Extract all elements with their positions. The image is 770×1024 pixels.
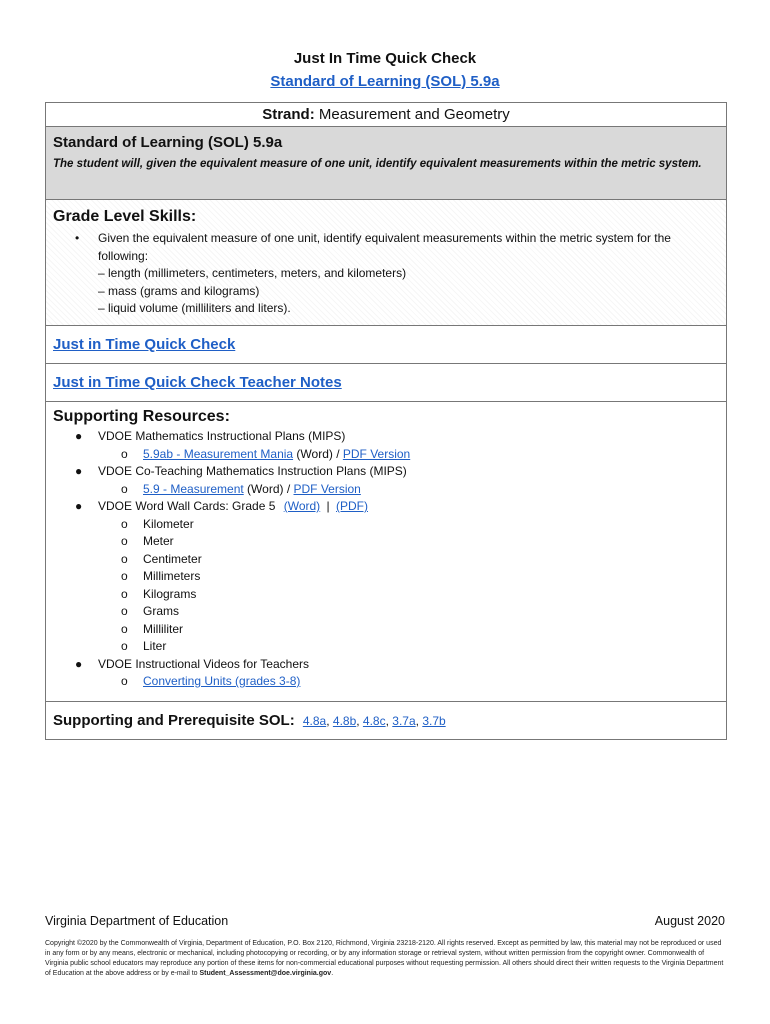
list-item (53, 656, 719, 674)
bullet-icon: ● (75, 464, 83, 478)
skill-line: Given the equivalent measure of one unit, identify equivalent measurements within the metric system for the (98, 231, 671, 245)
videos-label: VDOE Instructional Videos for Teachers (98, 656, 309, 671)
footer-date: August 2020 (654, 914, 725, 928)
sol-link[interactable]: Standard of Learning (SOL) 5.9a (270, 73, 500, 90)
teacher-notes-row (46, 364, 726, 402)
circle-bullet-icon: o (121, 446, 128, 461)
coteach-pdf-link[interactable]: PDF Version (293, 481, 361, 496)
copyright-text: Copyright ©2020 by the Commonwealth of Virginia, Department of Education, P.O. Box 2120, Richmond, Virginia 23218-2120. All rights reserved. Except as permitted by law, this material may not be reproduced or used in any form or by any means, electronic or mechanical, including photocopying or recording, or by any information storage or retrieval system, without written permission from the copyright owner. Commonwealth of Virginia public school educators may reproduce any portion of these items for non-commercial educational purposes without requesting permission. All others should direct their written requests to the Virginia Department of Education at the above address or by e-mail to (45, 940, 724, 977)
circle-bullet-icon: o (121, 516, 128, 531)
bullet-icon: • (75, 231, 80, 245)
sol-row (46, 127, 726, 200)
mips-word-link[interactable]: 5.9ab - Measurement Mania (143, 446, 294, 461)
list-item (53, 533, 719, 551)
coteach-label: VDOE Co-Teaching Mathematics Instruction Plans (MIPS) (98, 464, 407, 478)
separator: , (415, 714, 423, 728)
bullet-icon: ● (75, 499, 83, 513)
list-item (53, 603, 719, 621)
prereq-link-4-8b[interactable]: 4.8b (332, 714, 357, 728)
list-item (53, 586, 719, 604)
strand-value: Measurement and Geometry (318, 106, 510, 123)
list-item (53, 463, 719, 481)
separator: , (326, 714, 333, 728)
mips-label: VDOE Mathematics Instructional Plans (MIPS) (98, 429, 346, 443)
skill-line: following: (98, 248, 149, 263)
sol-heading: Standard of Learning (SOL) 5.9a (53, 134, 283, 151)
resources-heading: Supporting Resources: (53, 408, 230, 425)
skill-item (53, 230, 719, 318)
prereq-link-3-7a[interactable]: 3.7a (392, 714, 416, 728)
word-card: Milliliter (143, 621, 183, 636)
list-item (53, 673, 719, 691)
word-card: Millimeters (143, 569, 201, 583)
separator: | (326, 499, 330, 513)
prerequisite-row (46, 702, 726, 739)
word-card: Kilometer (143, 516, 194, 531)
wordwall-word-link[interactable]: (Word) (283, 499, 321, 513)
list-item (53, 498, 719, 516)
videos-link[interactable]: Converting Units (grades 3-8) (143, 674, 301, 688)
list-item (53, 638, 719, 656)
skill-line: – liquid volume (milliliters and liters). (98, 301, 291, 315)
circle-bullet-icon: o (121, 551, 128, 566)
skill-line: – length (millimeters, centimeters, meters, and kilometers) (98, 266, 407, 280)
word-card: Grams (143, 604, 179, 618)
list-item (53, 428, 719, 446)
wordwall-label: VDOE Word Wall Cards: Grade 5 (98, 499, 276, 513)
skill-line: – mass (grams and kilograms) (98, 283, 260, 298)
wordwall-pdf-link[interactable]: (PDF) (336, 499, 368, 513)
skills-heading: Grade Level Skills: (53, 208, 197, 225)
list-item (53, 481, 719, 499)
separator: , (385, 714, 393, 728)
circle-bullet-icon: o (121, 534, 128, 548)
quick-check-row (46, 326, 726, 364)
supporting-resources (46, 402, 726, 702)
sol-table (45, 102, 727, 740)
list-item (53, 446, 719, 464)
bullet-icon: ● (75, 429, 83, 443)
circle-bullet-icon: o (121, 621, 128, 636)
list-item (53, 516, 719, 534)
prereq-link-4-8a[interactable]: 4.8a (302, 714, 327, 728)
page-title: Just In Time Quick Check (293, 50, 477, 67)
mips-pdf-link[interactable]: PDF Version (342, 446, 411, 461)
prereq-link-3-7b[interactable]: 3.7b (422, 714, 446, 728)
word-card: Centimeter (143, 551, 202, 566)
separator: , (356, 714, 363, 728)
circle-bullet-icon: o (121, 604, 128, 618)
bullet-icon: ● (75, 656, 83, 671)
copyright-notice (45, 939, 725, 979)
word-text: (Word) / (293, 446, 343, 461)
list-item (53, 621, 719, 639)
contact-email: Student_Assessment@doe.virginia.gov (199, 970, 332, 977)
prereq-heading: Supporting and Prerequisite SOL: (53, 712, 295, 729)
circle-bullet-icon: o (121, 639, 128, 653)
circle-bullet-icon: o (121, 674, 128, 688)
circle-bullet-icon: o (121, 481, 128, 496)
strand-row (46, 103, 726, 127)
prereq-link-4-8c[interactable]: 4.8c (362, 714, 386, 728)
strand-label: Strand: (262, 106, 315, 123)
word-card: Meter (143, 534, 174, 548)
coteach-word-link[interactable]: 5.9 - Measurement (143, 481, 244, 496)
sol-description: The student will, given the equivalent measure of one unit, identify equivalent measurements within the metric system. (53, 158, 702, 170)
circle-bullet-icon: o (121, 586, 128, 601)
list-item (53, 551, 719, 569)
copyright-end: . (331, 970, 334, 977)
word-card: Liter (143, 639, 167, 653)
list-item (53, 568, 719, 586)
word-text: (Word) / (243, 481, 294, 496)
quick-check-link[interactable]: Just in Time Quick Check (53, 336, 236, 353)
prereq-links (303, 714, 446, 728)
footer-org: Virginia Department of Education (45, 914, 229, 928)
teacher-notes-link[interactable]: Just in Time Quick Check Teacher Notes (53, 374, 342, 391)
circle-bullet-icon: o (121, 569, 128, 583)
grade-level-skills (46, 200, 726, 326)
word-card: Kilograms (143, 586, 197, 601)
page-subtitle-link[interactable] (0, 73, 770, 90)
